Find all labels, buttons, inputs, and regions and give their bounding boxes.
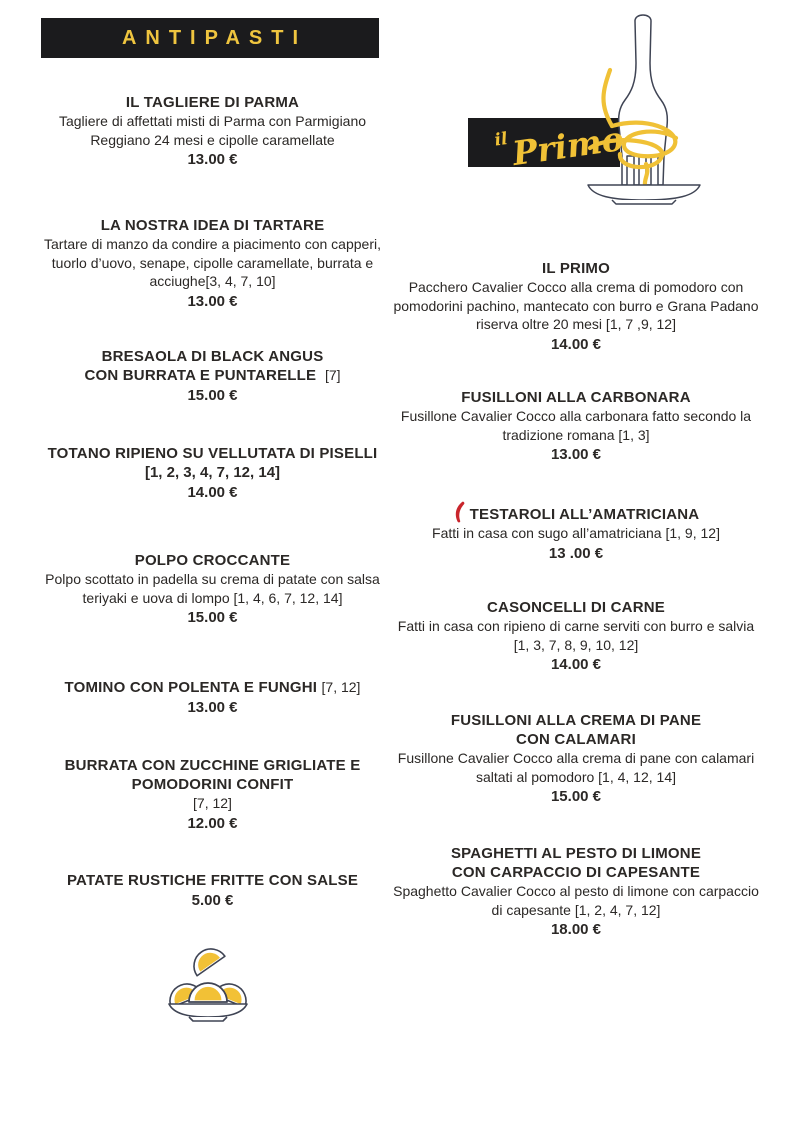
item-price: 15.00 € (550, 788, 602, 805)
antipasti-header-bar (41, 18, 379, 58)
menu-item-tomino (35, 678, 390, 717)
menu-item-casoncelli (392, 598, 760, 674)
item-title: CASONCELLI DI CARNE (487, 599, 665, 616)
il-primo-logo (460, 8, 716, 208)
logo-text-primo: Primo (510, 118, 627, 174)
item-title: POLPO CROCCANTE (134, 552, 291, 569)
item-price: 15.00 € (187, 609, 238, 626)
item-title: TESTAROLI ALL’AMATRICIANA (392, 501, 760, 524)
allergen-tag: [7, 12] (321, 679, 361, 695)
item-title: FUSILLONI ALLA CREMA DI PANE (450, 712, 702, 729)
item-title: IL TAGLIERE DI PARMA (125, 94, 300, 111)
item-desc: Tartare di manzo da condire a piacimento con capperi, tuorlo d’uovo, senape, cipolle caramellate, burrata e acciughe[3, 4, 7, 10] (44, 236, 381, 289)
logo-plate-icon (588, 185, 700, 204)
lemon-plate-icon (163, 944, 253, 1026)
menu-item-tartare (35, 216, 390, 311)
item-title: PATATE RUSTICHE FRITTE CON SALSE (66, 872, 359, 889)
item-title: SPAGHETTI AL PESTO DI LIMONE (450, 845, 702, 862)
item-desc: Fusillone Cavalier Cocco alla crema di pane con calamari saltati al pomodoro [1, 4, 12, 14] (397, 750, 755, 785)
menu-item-spaghetti-limone (392, 844, 760, 939)
item-desc: Fatti in casa con sugo all’amatriciana [1, 9, 12] (432, 525, 720, 541)
item-price: 13.00 € (187, 699, 238, 716)
item-desc: Pacchero Cavalier Cocco alla crema di pomodoro con pomodorini pachino, mantecato con burro e Grana Padano riserva oltre 20 mesi [1, 7 ,9, 12] (393, 279, 759, 332)
item-price: 15.00 € (187, 387, 238, 404)
item-title: IL PRIMO (542, 260, 610, 277)
item-price: 14.00 € (550, 656, 602, 673)
chili-pepper-icon (453, 501, 465, 523)
menu-item-patate (35, 871, 390, 910)
menu-item-totano (35, 444, 390, 502)
menu-item-crema-di-pane (392, 711, 760, 806)
menu-item-testaroli (392, 501, 760, 563)
item-title: LA NOSTRA IDEA DI TARTARE (100, 217, 325, 234)
item-desc: Fusillone Cavalier Cocco alla carbonara fatto secondo la tradizione romana [1, 3] (400, 408, 752, 443)
item-title-line2: CON CARPACCIO DI CAPESANTE (451, 864, 701, 881)
allergen-tag: [7] (324, 367, 341, 383)
item-title: TOMINO CON POLENTA E FUNGHI [7, 12] (64, 679, 361, 696)
item-title: BURRATA CON ZUCCHINE GRIGLIATE E (64, 757, 361, 774)
menu-item-bresaola (35, 347, 390, 405)
allergen-line: [1, 2, 3, 4, 7, 12, 14] (144, 464, 281, 481)
menu-item-il-primo (392, 259, 760, 354)
item-price: 5.00 € (191, 892, 234, 909)
allergen-line: [7, 12] (193, 795, 232, 811)
item-title-line2: POMODORINI CONFIT (131, 776, 294, 793)
item-price: 13.00 € (187, 292, 238, 310)
item-desc: Tagliere di affettati misti di Parma con Parmigiano Reggiano 24 mesi e cipolle caramellate (58, 113, 367, 148)
menu-item-carbonara (392, 388, 760, 464)
item-title: TOTANO RIPIENO SU VELLUTATA DI PISELLI (47, 445, 378, 462)
item-title-line2: CON CALAMARI (516, 731, 636, 748)
item-price: 12.00 € (187, 814, 238, 832)
lemon-plate-dish (169, 1004, 247, 1021)
item-desc: Fatti in casa con ripieno di carne serviti con burro e salvia [1, 3, 7, 8, 9, 10, 12] (397, 618, 755, 653)
item-desc: Polpo scottato in padella su crema di patate con salsa teriyaki e uova di lompo [1, 4, 6, 7, 12, 14] (45, 571, 380, 606)
item-title: FUSILLONI ALLA CARBONARA (461, 389, 691, 406)
item-price: 14.00 € (550, 335, 602, 353)
item-price: 13.00 € (550, 446, 602, 463)
menu-item-burrata (35, 756, 390, 833)
item-price: 14.00 € (187, 484, 238, 501)
menu-item-polpo (35, 551, 390, 627)
antipasti-header-label: ANTIPASTI (121, 26, 308, 49)
menu-item-tagliere (35, 93, 390, 169)
item-title: BRESAOLA DI BLACK ANGUS (101, 348, 324, 365)
item-price: 13.00 € (187, 151, 238, 168)
item-title-line2: CON BURRATA E PUNTARELLE [7] (84, 367, 341, 384)
item-price: 18.00 € (550, 921, 602, 938)
logo-text-il: il (493, 128, 509, 151)
item-desc: Spaghetto Cavalier Cocco al pesto di limone con carpaccio di capesante [1, 2, 4, 7, 12] (393, 883, 759, 918)
item-price: 13 .00 € (548, 544, 604, 562)
